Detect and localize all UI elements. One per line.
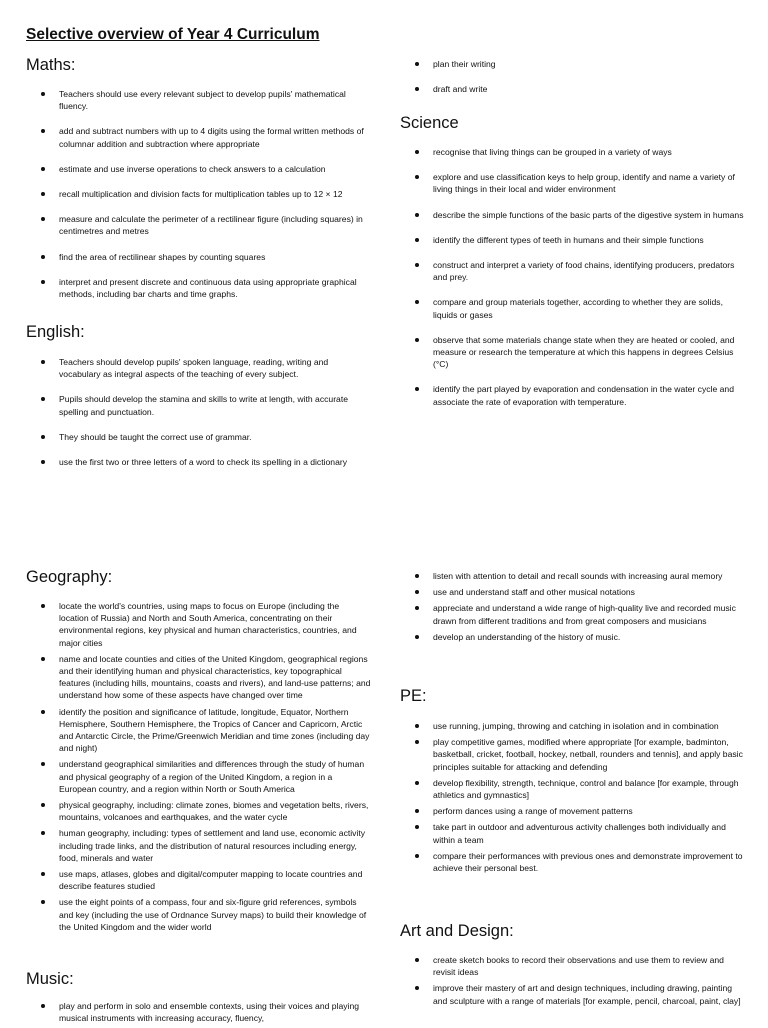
music-heading: Music: <box>26 970 74 988</box>
list-item: use the eight points of a compass, four and six-figure grid references, symbols and key (including the use of Ordnance Survey maps) to build their knowledge of the United Kingdom and the wider world <box>26 896 371 933</box>
art-design-heading: Art and Design: <box>400 922 514 940</box>
list-item: use and understand staff and other musical notations <box>400 586 745 598</box>
list-item: use running, jumping, throwing and catching in isolation and in combination <box>400 720 745 732</box>
list-item: recognise that living things can be grouped in a variety of ways <box>400 146 745 158</box>
list-item: take part in outdoor and adventurous activity challenges both individually and within a team <box>400 821 745 845</box>
page-title: Selective overview of Year 4 Curriculum <box>26 26 320 43</box>
list-item: draft and write <box>400 83 745 95</box>
list-item: compare their performances with previous ones and demonstrate improvement to achieve their personal best. <box>400 850 745 874</box>
list-item: use maps, atlases, globes and digital/computer mapping to locate countries and describe features studied <box>26 868 371 892</box>
english-continued-list <box>400 58 745 95</box>
list-item: plan their writing <box>400 58 745 70</box>
maths-list <box>26 88 371 300</box>
science-list <box>400 146 745 408</box>
list-item: Teachers should develop pupils' spoken language, reading, writing and vocabulary as integral aspects of the teaching of every subject. <box>26 356 361 380</box>
list-item: measure and calculate the perimeter of a rectilinear figure (including squares) in centimetres and metres <box>26 213 371 237</box>
list-item: estimate and use inverse operations to check answers to a calculation <box>26 163 371 175</box>
list-item: name and locate counties and cities of the United Kingdom, geographical regions and their identifying human and physical characteristics, key topographical features (including hills, mountains, coasts and rivers), and land-use patterns; and understand how some of these aspects have changed over time <box>26 653 371 702</box>
list-item: appreciate and understand a wide range of high-quality live and recorded music drawn from different traditions and from great composers and musicians <box>400 602 745 626</box>
list-item: find the area of rectilinear shapes by counting squares <box>26 251 371 263</box>
list-item: construct and interpret a variety of food chains, identifying producers, predators and prey. <box>400 259 745 283</box>
list-item: physical geography, including: climate zones, biomes and vegetation belts, rivers, mountains, volcanoes and earthquakes, and the water cycle <box>26 799 371 823</box>
list-item: add and subtract numbers with up to 4 digits using the formal written methods of columnar addition and subtraction where appropriate <box>26 125 371 149</box>
list-item: perform dances using a range of movement patterns <box>400 805 745 817</box>
list-item: recall multiplication and division facts for multiplication tables up to 12 × 12 <box>26 188 371 200</box>
list-item: locate the world's countries, using maps to focus on Europe (including the location of Russia) and North and South America, concentrating on their environmental regions, key physical and human characteristics, countries, and major cities <box>26 600 371 649</box>
list-item: use the first two or three letters of a word to check its spelling in a dictionary <box>26 456 361 468</box>
list-item: understand geographical similarities and differences through the study of human and physical geography of a region of the United Kingdom, a region in a European country, and a region within North or South America <box>26 758 371 795</box>
list-item: identify the part played by evaporation and condensation in the water cycle and associate the rate of evaporation with temperature. <box>400 383 745 407</box>
pe-heading: PE: <box>400 687 427 705</box>
geography-list <box>26 600 371 933</box>
list-item: identify the position and significance of latitude, longitude, Equator, Northern Hemisphere, Southern Hemisphere, the Tropics of Cancer and Capricorn, Arctic and Antarctic Circle, the Prime/Greenwich Meridian and time zones (including day and night) <box>26 706 371 755</box>
music-list <box>26 1000 371 1024</box>
list-item: identify the different types of teeth in humans and their simple functions <box>400 234 745 246</box>
maths-heading: Maths: <box>26 56 76 74</box>
pe-list <box>400 720 745 874</box>
list-item: listen with attention to detail and recall sounds with increasing aural memory <box>400 570 745 582</box>
list-item: Teachers should use every relevant subject to develop pupils' mathematical fluency. <box>26 88 371 112</box>
music-continued-list <box>400 570 745 643</box>
list-item: create sketch books to record their observations and use them to review and revisit ideas <box>400 954 745 978</box>
english-heading: English: <box>26 323 85 341</box>
list-item: develop an understanding of the history of music. <box>400 631 745 643</box>
list-item: observe that some materials change state when they are heated or cooled, and measure or research the temperature at which this happens in degrees Celsius (°C) <box>400 334 745 371</box>
list-item: play competitive games, modified where appropriate [for example, badminton, basketball, cricket, football, hockey, netball, rounders and tennis], and apply basic principles suitable for attacking and defending <box>400 736 745 773</box>
geography-heading: Geography: <box>26 568 113 586</box>
list-item: compare and group materials together, according to whether they are solids, liquids or gases <box>400 296 745 320</box>
list-item: describe the simple functions of the basic parts of the digestive system in humans <box>400 209 745 221</box>
english-list <box>26 356 361 468</box>
science-heading: Science <box>400 114 459 132</box>
list-item: explore and use classification keys to help group, identify and name a variety of living things in their local and wider environment <box>400 171 745 195</box>
art-design-list <box>400 954 745 1007</box>
list-item: interpret and present discrete and continuous data using appropriate graphical methods, including bar charts and time graphs. <box>26 276 371 300</box>
list-item: develop flexibility, strength, technique, control and balance [for example, through athletics and gymnastics] <box>400 777 745 801</box>
list-item: Pupils should develop the stamina and skills to write at length, with accurate spelling and punctuation. <box>26 393 361 417</box>
list-item: play and perform in solo and ensemble contexts, using their voices and playing musical instruments with increasing accuracy, fluency, <box>26 1000 371 1024</box>
list-item: human geography, including: types of settlement and land use, economic activity including trade links, and the distribution of natural resources including energy, food, minerals and water <box>26 827 371 864</box>
list-item: improve their mastery of art and design techniques, including drawing, painting and sculpture with a range of materials [for example, pencil, charcoal, paint, clay] <box>400 982 745 1006</box>
list-item: They should be taught the correct use of grammar. <box>26 431 361 443</box>
